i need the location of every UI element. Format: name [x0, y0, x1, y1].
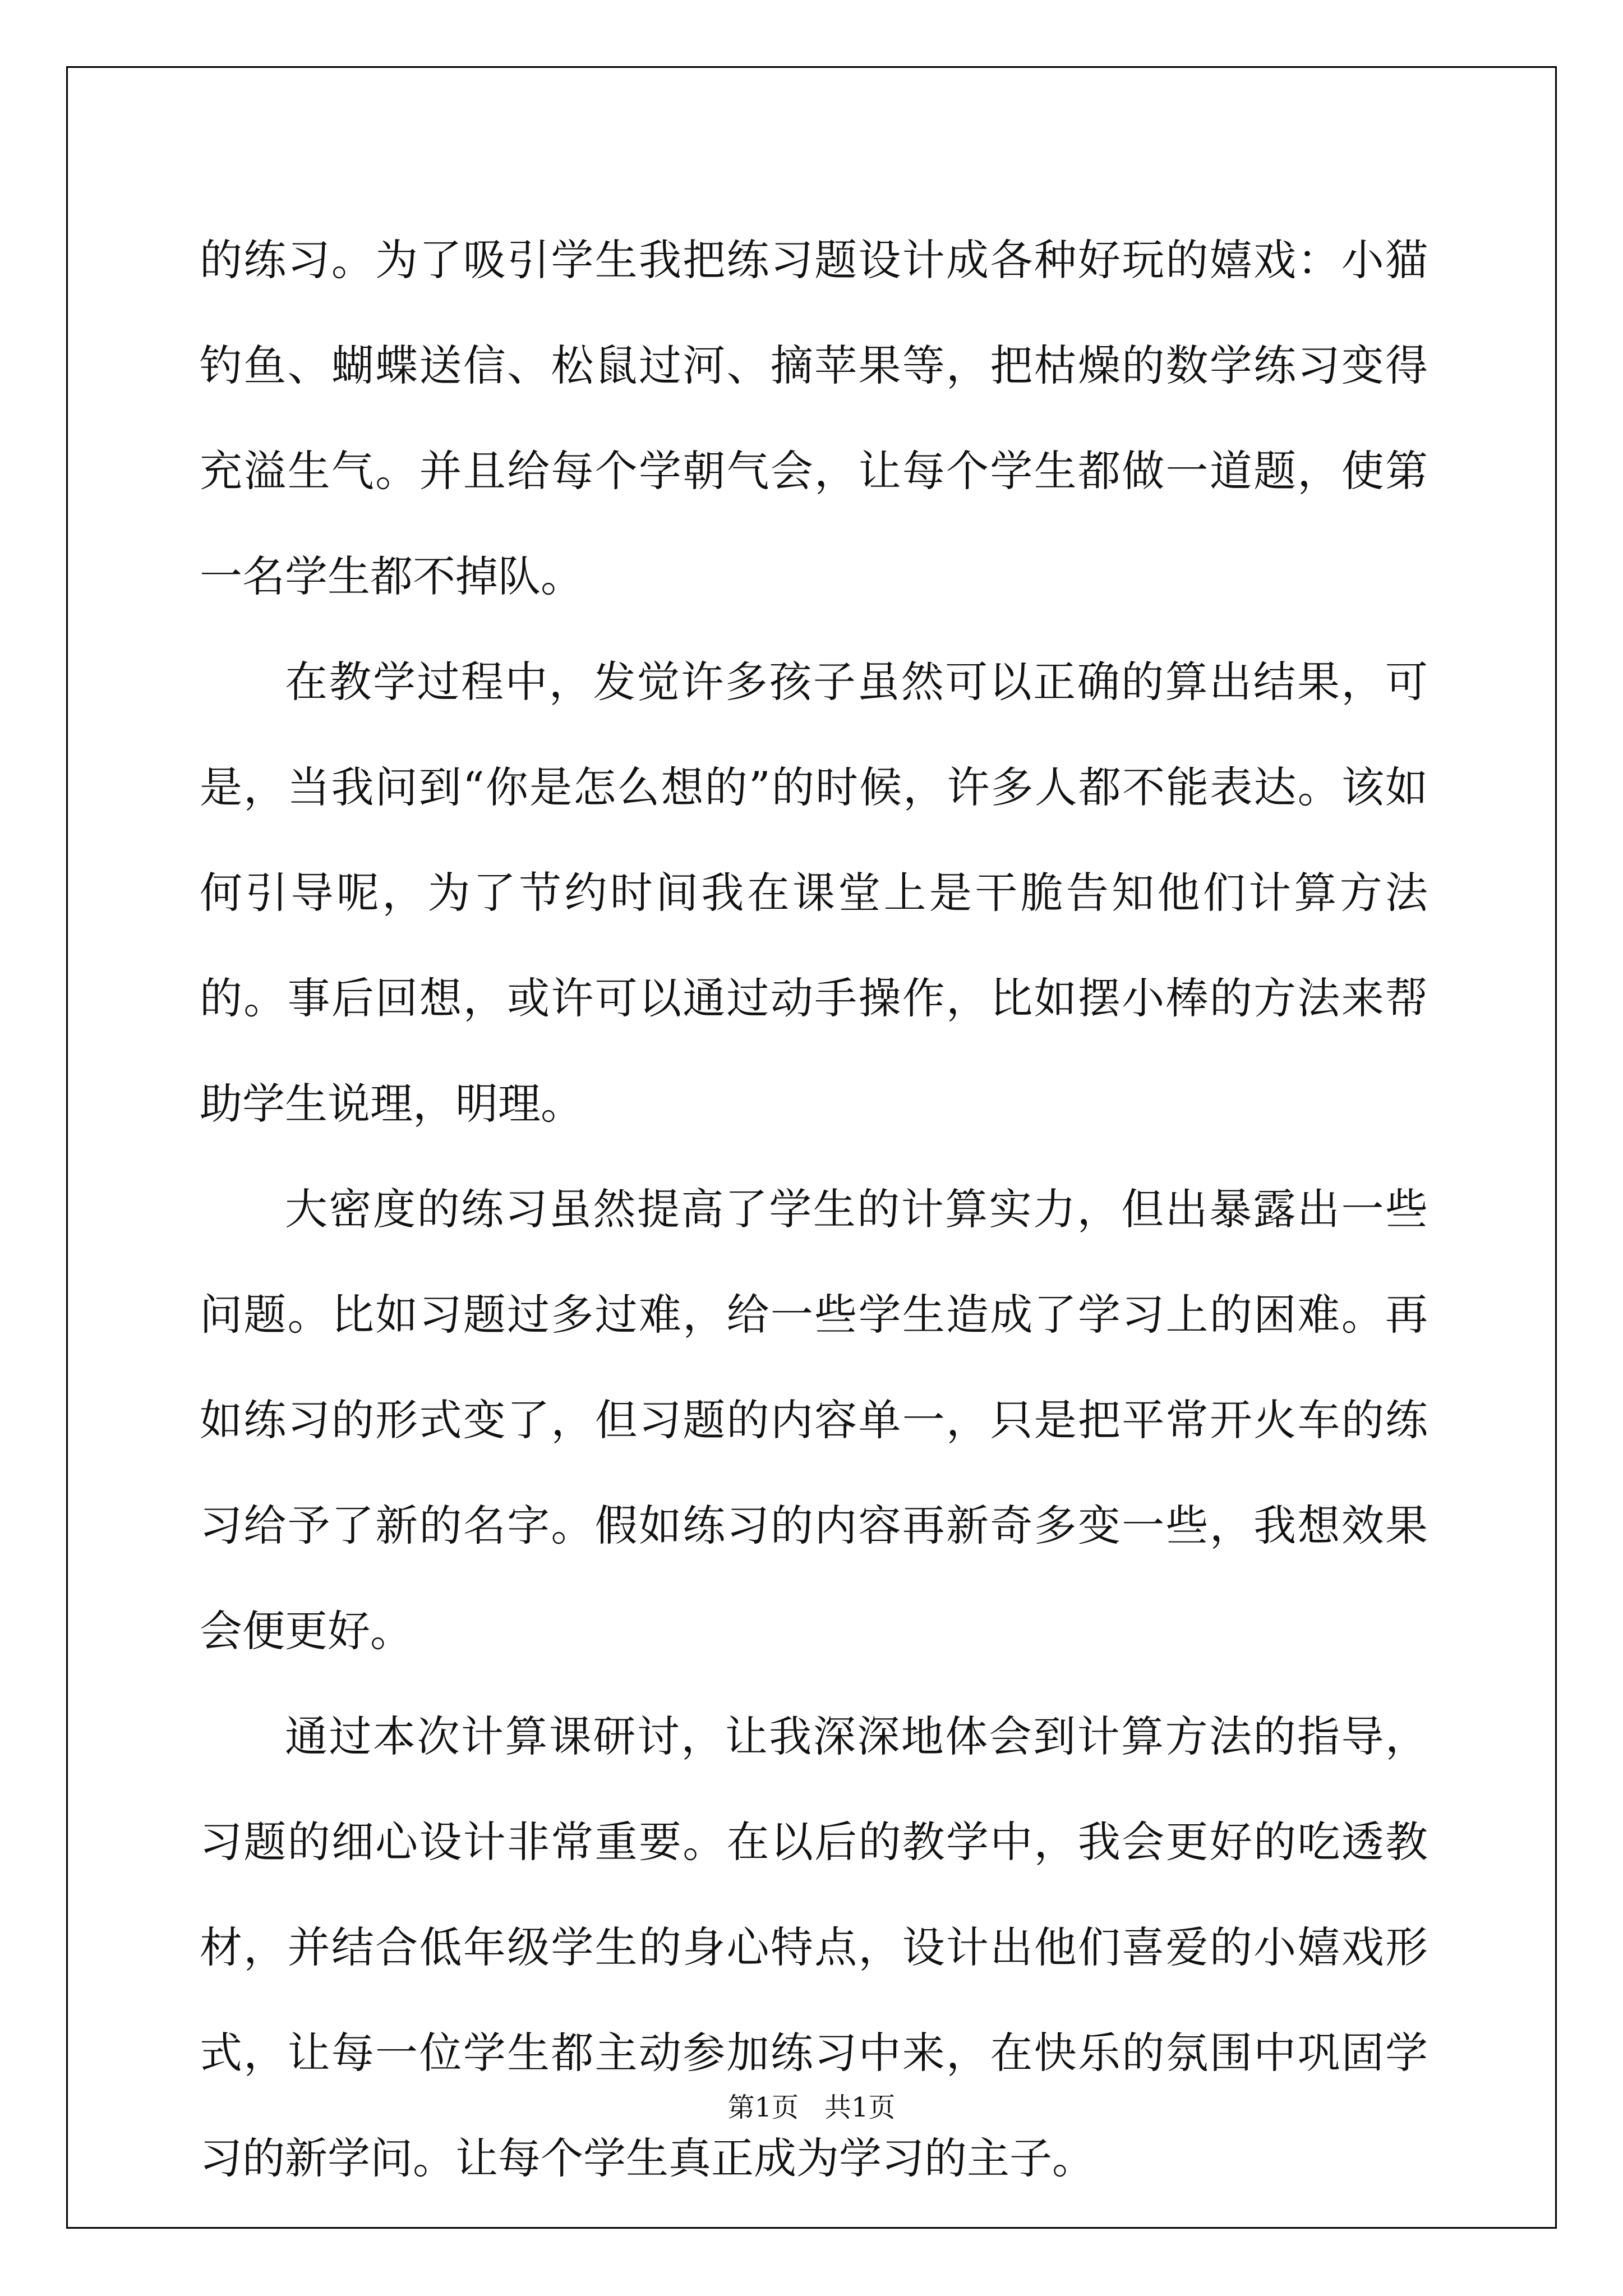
page-number-total: 共1页 — [824, 2092, 896, 2123]
paragraph-4: 通过本次计算课研讨，让我深深地体会到计算方法的指导，习题的细心设计非常重要。在以后的教学中，我会更好的吃透教材，并结合低年级学生的身心特点，设计出他们喜爱的小嬉戏形式，让每一位学生都主动参加练习中来，在快乐的氛围中巩固学习的新学问。让每个学生真正成为学习的主子。 — [200, 1711, 1428, 2183]
document-body — [200, 208, 1428, 2211]
page-number-current: 第1页 — [727, 2092, 799, 2123]
paragraph-3: 大密度的练习虽然提高了学生的计算实力，但出暴露出一些问题。比如习题过多过难，给一些学生造成了学习上的困难。再如练习的形式变了，但习题的内容单一，只是把平常开火车的练习给予了新的名字。假如练习的内容再新奇多变一些，我想效果会便更好。 — [200, 1184, 1428, 1656]
paragraph-2: 在教学过程中，发觉许多孩子虽然可以正确的算出结果，可是，当我问到“你是怎么想的”的时候，许多人都不能表达。该如何引导呢，为了节约时间我在课堂上是干脆告知他们计算方法的。事后回想，或许可以通过动手操作，比如摆小棒的方法来帮助学生说理，明理。 — [200, 657, 1428, 1129]
page-footer — [0, 2091, 1623, 2124]
paragraph-1: 的练习。为了吸引学生我把练习题设计成各种好玩的嬉戏：小猫钓鱼、蝴蝶送信、松鼠过河、摘苹果等，把枯燥的数学练习变得充溢生气。并且给每个学朝气会，让每个学生都做一道题，使第一名学生都不掉队。 — [200, 235, 1428, 601]
